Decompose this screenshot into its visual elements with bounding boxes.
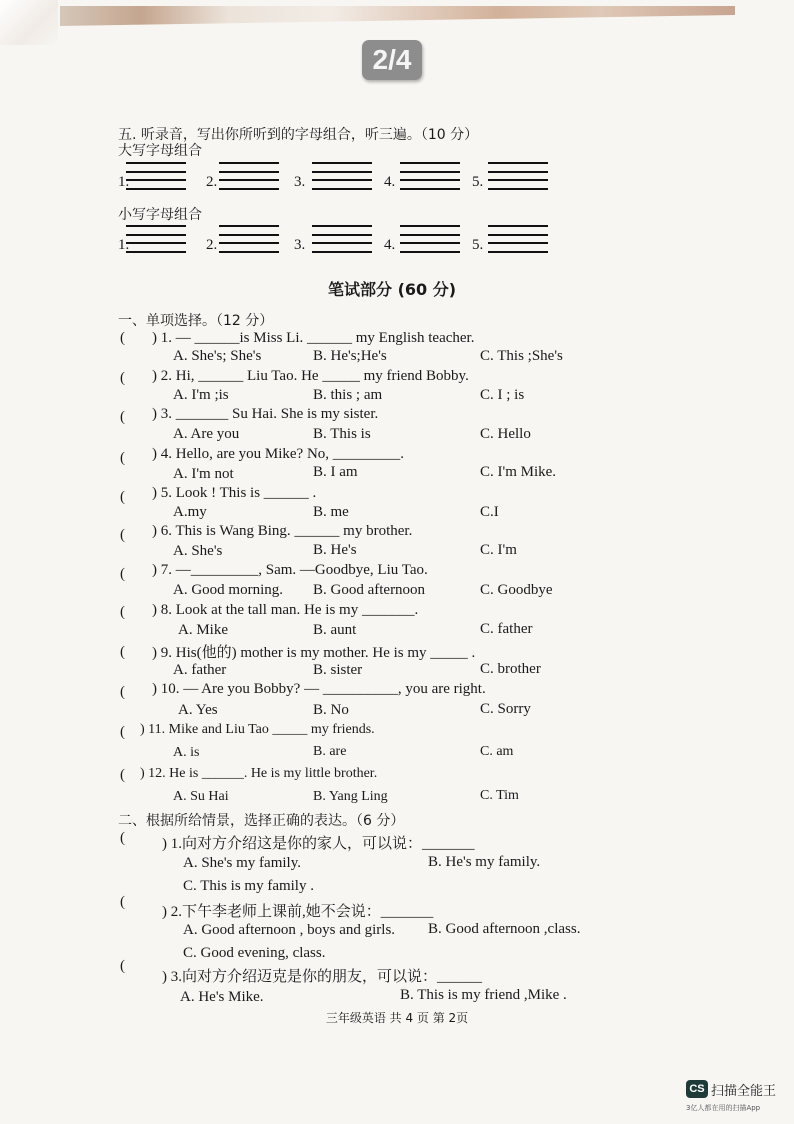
- scenario-3-stem: ) 3.向对方介绍迈克是你的朋友，可以说：______: [162, 969, 482, 985]
- scan-edge-strip: [60, 6, 735, 26]
- upper-number-4: 4.: [384, 174, 396, 190]
- answer-paren-11: (: [120, 724, 125, 740]
- question-4-stem: ) 4. Hello, are you Mike? No, _________.: [152, 446, 405, 462]
- scenario-paren-1: (: [120, 830, 125, 846]
- scenario-1-option-a: A. She's my family.: [183, 855, 301, 871]
- page-number-badge: 2/4: [362, 40, 422, 80]
- question-7-stem: ) 7. —_________, Sam. —Goodbye, Liu Tao.: [152, 562, 428, 578]
- scenario-1-stem: ) 1.向对方介绍这是你的家人，可以说：_______: [162, 836, 475, 852]
- question-12-option-a: A. Su Hai: [173, 789, 229, 804]
- question-2-option-a: A. I'm ;is: [173, 387, 229, 403]
- question-1-option-c: C. This ;She's: [480, 348, 563, 364]
- part2-title: 二、根据所给情景，选择正确的表达。（6 分）: [118, 813, 405, 829]
- upper-writing-lines-5: [488, 160, 548, 194]
- lowercase-label: 小写字母组合: [118, 207, 202, 223]
- question-5-option-c: C.I: [480, 504, 499, 520]
- question-11-option-a: A. is: [173, 745, 200, 760]
- question-6-stem: ) 6. This is Wang Bing. ______ my brother.: [152, 523, 413, 539]
- question-12-option-c: C. Tim: [480, 788, 519, 803]
- question-4-option-a: A. I'm not: [173, 466, 234, 482]
- question-9-option-a: A. father: [173, 662, 227, 678]
- page-footer: 三年级英语 共 4 页 第 2页: [325, 1011, 469, 1025]
- question-8-option-b: B. aunt: [313, 622, 357, 638]
- question-8-stem: ) 8. Look at the tall man. He is my _______.: [152, 602, 419, 618]
- lower-number-2: 2.: [206, 237, 218, 253]
- scenario-3-option-b: B. This is my friend ,Mike .: [400, 987, 567, 1003]
- question-7-option-a: A. Good morning.: [173, 582, 283, 598]
- scenario-3-option-a: A. He's Mike.: [180, 989, 264, 1005]
- scan-shadow-corner: [0, 0, 58, 45]
- question-8-option-a: A. Mike: [178, 622, 228, 638]
- answer-paren-4: (: [120, 450, 125, 466]
- lower-number-3: 3.: [294, 237, 306, 253]
- question-12-option-b: B. Yang Ling: [313, 789, 388, 804]
- question-9-option-c: C. brother: [480, 661, 541, 677]
- question-11-stem: ) 11. Mike and Liu Tao _____ my friends.: [140, 722, 375, 737]
- question-3-option-b: B. This is: [313, 426, 371, 442]
- question-8-option-c: C. father: [480, 621, 533, 637]
- question-5-stem: ) 5. Look ! This is ______ .: [152, 485, 317, 501]
- lower-writing-lines-1: [126, 223, 186, 257]
- uppercase-label: 大写字母组合: [118, 143, 202, 159]
- question-2-stem: ) 2. Hi, ______ Liu Tao. He _____ my friend Bobby.: [152, 368, 469, 384]
- question-5-option-a: A.my: [173, 504, 207, 520]
- scenario-1-option-b: B. He's my family.: [428, 854, 541, 870]
- lower-number-5: 5.: [472, 237, 484, 253]
- answer-paren-12: (: [120, 767, 125, 783]
- question-3-stem: ) 3. _______ Su Hai. She is my sister.: [152, 406, 379, 422]
- question-10-option-b: B. No: [313, 702, 349, 718]
- lower-writing-lines-2: [219, 223, 279, 257]
- upper-writing-lines-2: [219, 160, 279, 194]
- question-1-option-a: A. She's; She's: [173, 348, 262, 364]
- question-10-stem: ) 10. — Are you Bobby? — __________, you are right.: [152, 681, 486, 697]
- question-10-option-a: A. Yes: [178, 702, 218, 718]
- question-10-option-c: C. Sorry: [480, 701, 531, 717]
- upper-writing-lines-1: [126, 160, 186, 194]
- answer-paren-1: (: [120, 330, 125, 346]
- question-4-option-c: C. I'm Mike.: [480, 464, 557, 480]
- upper-number-1: 1.: [118, 174, 130, 190]
- scenario-2-stem: ) 2.下午李老师上课前,她不会说：_______: [162, 904, 434, 920]
- question-6-option-c: C. I'm: [480, 542, 517, 558]
- written-part-title: 笔试部分 (60 分): [328, 280, 457, 299]
- question-6-option-a: A. She's: [173, 543, 223, 559]
- upper-writing-lines-4: [400, 160, 460, 194]
- upper-number-5: 5.: [472, 174, 484, 190]
- part1-title: 一、单项选择。（12 分）: [118, 313, 274, 329]
- scenario-2-option-b: B. Good afternoon ,class.: [428, 921, 581, 937]
- question-9-option-b: B. sister: [313, 662, 363, 678]
- question-6-option-b: B. He's: [313, 542, 357, 558]
- question-2-option-b: B. this ; am: [313, 387, 383, 403]
- scenario-paren-3: (: [120, 958, 125, 974]
- scenario-1-option-c: C. This is my family .: [183, 878, 314, 894]
- camscanner-name: 扫描全能王: [711, 1084, 777, 1099]
- question-3-option-c: C. Hello: [480, 426, 531, 442]
- answer-paren-3: (: [120, 409, 125, 425]
- camscanner-logo-icon: CS: [686, 1080, 708, 1098]
- question-5-option-b: B. me: [313, 504, 349, 520]
- scenario-2-option-a: A. Good afternoon , boys and girls.: [183, 922, 396, 938]
- question-7-option-b: B. Good afternoon: [313, 582, 426, 598]
- answer-paren-8: (: [120, 604, 125, 620]
- question-1-stem: ) 1. — ______is Miss Li. ______ my English teacher.: [152, 330, 475, 346]
- lower-writing-lines-4: [400, 223, 460, 257]
- question-9-stem: ) 9. His(他的) mother is my mother. He is my _____ .: [152, 645, 476, 661]
- question-4-option-b: B. I am: [313, 464, 358, 480]
- question-1-option-b: B. He's;He's: [313, 348, 387, 364]
- question-7-option-c: C. Goodbye: [480, 582, 553, 598]
- question-12-stem: ) 12. He is ______. He is my little brother.: [140, 766, 378, 781]
- scenario-2-option-c: C. Good evening, class.: [183, 945, 326, 961]
- upper-number-2: 2.: [206, 174, 218, 190]
- answer-paren-10: (: [120, 684, 125, 700]
- upper-number-3: 3.: [294, 174, 306, 190]
- answer-paren-2: (: [120, 370, 125, 386]
- question-3-option-a: A. Are you: [173, 426, 240, 442]
- question-11-option-c: C. am: [480, 744, 514, 759]
- answer-paren-7: (: [120, 566, 125, 582]
- lower-number-4: 4.: [384, 237, 396, 253]
- question-2-option-c: C. I ; is: [480, 387, 525, 403]
- lower-number-1: 1.: [118, 237, 130, 253]
- listening-title: 五. 听录音，写出你所听到的字母组合，听三遍。（10 分）: [118, 127, 479, 143]
- lower-writing-lines-3: [312, 223, 372, 257]
- question-11-option-b: B. are: [313, 744, 347, 759]
- camscanner-tagline: 3亿人都在用的扫描App: [686, 1104, 761, 1112]
- lower-writing-lines-5: [488, 223, 548, 257]
- answer-paren-6: (: [120, 527, 125, 543]
- answer-paren-5: (: [120, 489, 125, 505]
- answer-paren-9: (: [120, 644, 125, 660]
- upper-writing-lines-3: [312, 160, 372, 194]
- scenario-paren-2: (: [120, 894, 125, 910]
